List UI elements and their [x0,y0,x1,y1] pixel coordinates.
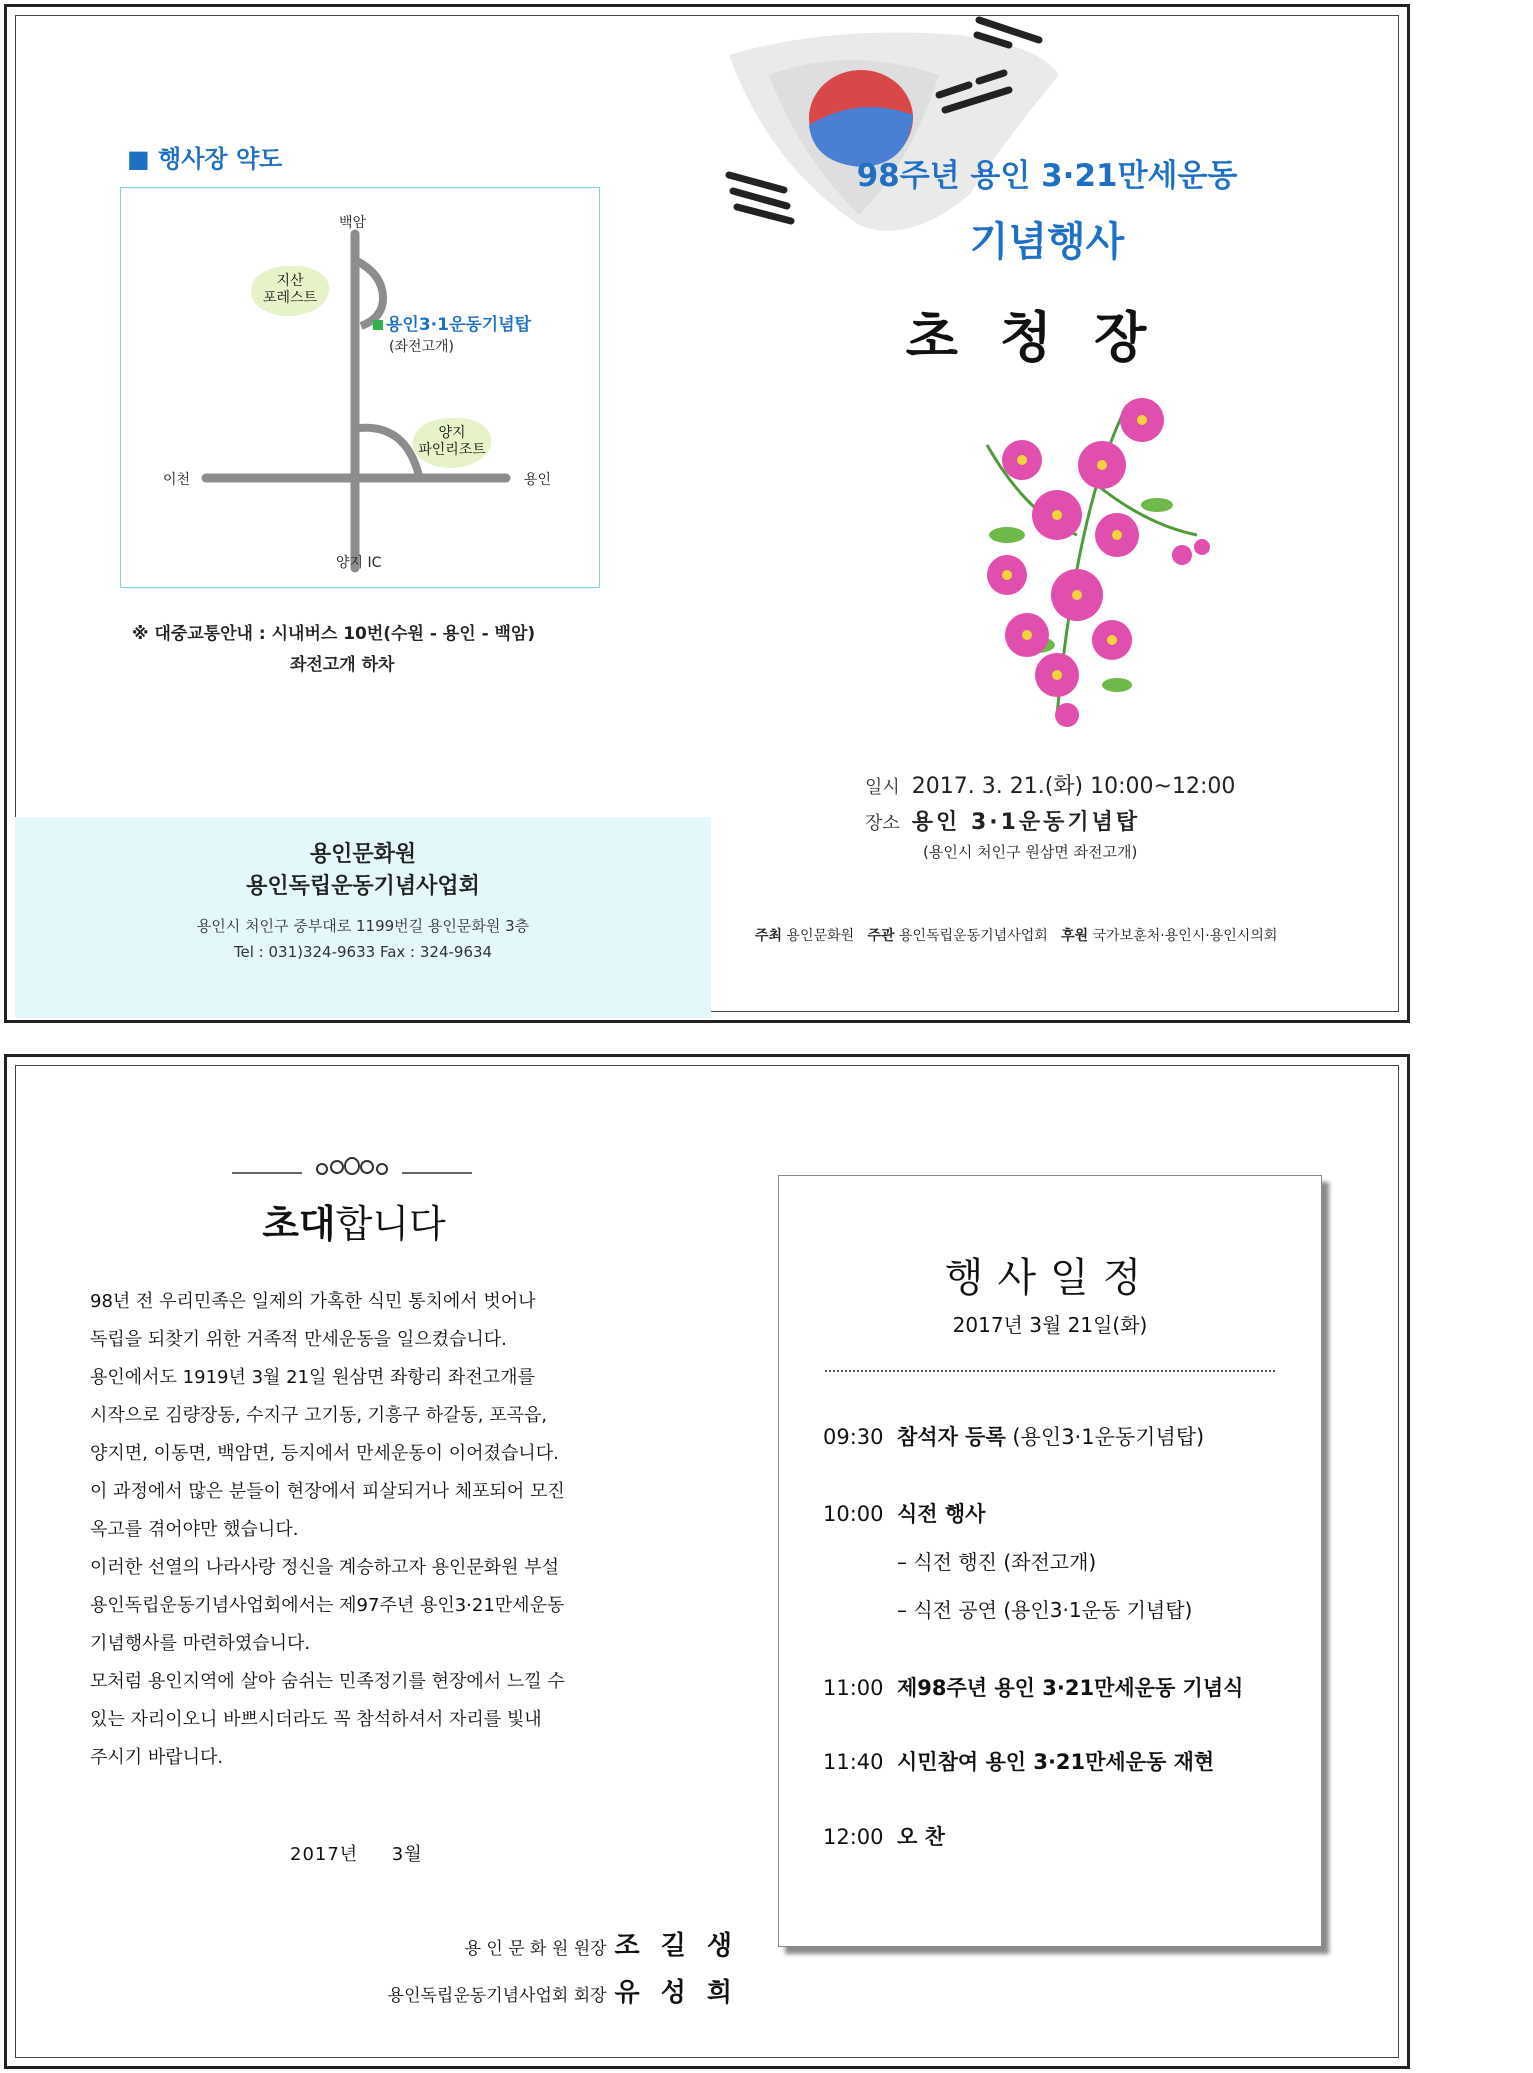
schedule-time: 11:00 [823,1676,884,1700]
letter-body [90,1283,620,1777]
resort-label-2: 파인리조트 [418,442,486,458]
organizer-value: 용인독립운동기념사업회 [899,928,1048,944]
forest-label-1: 지산 [276,273,304,289]
letter-heading [220,1193,488,1248]
venue-map [120,187,600,588]
schedule-time: 11:40 [823,1750,884,1774]
schedule-panel [778,1175,1322,1947]
map-west-label: 이천 [163,472,191,488]
letter-line: 98년 전 우리민족은 일제의 가혹한 식민 통치에서 벗어나 [90,1291,536,1312]
schedule-title: 오 찬 [897,1825,945,1849]
map-section-title: ■ 행사장 약도 [127,145,283,173]
letter-line: 독립을 되찾기 위한 거족적 만세운동을 일으켰습니다. [90,1329,507,1350]
place-label: 장소 [865,813,900,834]
letter-line: 있는 자리이오니 바쁘시더라도 꼭 참석하셔서 자리를 빛내 [90,1709,542,1730]
schedule-subitem: – 식전 공연 (용인3·1운동 기념탑) [897,1598,1193,1622]
sponsor-label: 후원 [1061,928,1089,944]
schedule-title: 식전 행사 [897,1502,986,1526]
date-value: 2017. 3. 21.(화) 10:00~12:00 [911,774,1236,799]
memorial-square-icon [373,320,383,330]
invitation-heading: 초청장 [905,306,1189,369]
schedule-time: 09:30 [823,1425,884,1449]
map-north-label: 백암 [339,215,367,231]
host-label: 주최 [755,928,783,944]
organizer-box [15,817,711,1018]
letter-line: 용인에서도 1919년 3월 21일 원삼면 좌항리 좌전고개를 [90,1367,535,1388]
place-address: (용인시 처인구 원삼면 좌전고개) [923,843,1138,861]
schedule-item [823,1821,945,1851]
sponsor-value: 국가보훈처·용인시·용인시의회 [1092,928,1278,944]
schedule-heading: 행사일정 [944,1255,1156,1301]
letter-line: 용인독립운동기념사업회에서는 제97주년 용인3·21만세운동 [90,1595,565,1616]
cover-card [4,4,1410,1023]
event-title: 98주년 용인 3·21만세운동 [856,158,1238,194]
memorial-sublabel: (좌전고개) [389,339,455,355]
event-info [865,769,1235,863]
transport-line-2: 좌전고개 하차 [290,655,395,675]
date-row [865,769,1235,805]
map-east-label: 용인 [524,472,552,488]
schedule-date: 2017년 3월 21일(화) [952,1313,1148,1337]
schedule-title: 참석자 등록 [897,1425,1006,1449]
schedule-item [823,1672,1243,1702]
resort-label-1: 양지 [438,425,466,441]
transport-info [132,619,602,681]
signature-1-name: 조 길 생 [614,1931,738,1961]
schedule-title: 제98주년 용인 3·21만세운동 기념식 [897,1676,1244,1700]
letter-heading-rest: 합니다 [335,1202,446,1246]
signature-1-org: 용 인 문 화 원 원장 [464,1939,607,1959]
schedule-time: 10:00 [823,1502,884,1526]
schedule-item [823,1746,1214,1776]
schedule-item [823,1421,1204,1451]
event-subtitle: 기념행사 [969,219,1125,265]
letter-date: 2017년 3월 [290,1844,423,1865]
org-address: 용인시 처인구 중부대로 1199번길 용인문화원 3층 [196,917,530,935]
org-name-1: 용인문화원 [309,842,417,867]
letter-line: 옥고를 겪어야만 했습니다. [90,1519,299,1540]
schedule-item [823,1498,985,1528]
signature-2 [388,1972,738,2009]
dotted-divider [825,1370,1275,1372]
sponsors-line [755,925,1375,945]
org-name-2: 용인독립운동기념사업회 [246,874,480,899]
mugunghwa-illustration [947,385,1237,735]
letter-line: 모처럼 용인지역에 살아 숨쉬는 민족정기를 현장에서 느낄 수 [90,1671,565,1692]
letter-line: 기념행사를 마련하였습니다. [90,1633,311,1654]
signature-1 [465,1925,738,1962]
letter-line: 양지면, 이동면, 백암면, 등지에서 만세운동이 이어졌습니다. [90,1443,559,1464]
forest-label-2: 포레스트 [262,290,318,306]
place-value: 용인 3·1운동기념탑 [911,810,1141,835]
host-value: 용인문화원 [786,928,855,944]
signature-2-org: 용인독립운동기념사업회 회장 [387,1986,607,2006]
schedule-detail: (용인3·1운동기념탑) [1005,1425,1205,1449]
place-row [865,805,1235,841]
letter-line: 시작으로 김량장동, 수지구 고기동, 기흥구 하갈동, 포곡읍, [90,1405,548,1426]
letter-heading-bold: 초대 [262,1202,336,1246]
org-contact: Tel : 031)324-9633 Fax : 324-9634 [233,943,493,961]
organizer-label: 주관 [867,928,895,944]
map-south-label: 양지 IC [336,555,382,571]
ornament-divider-icon [232,1156,472,1182]
schedule-subitem: – 식전 행진 (좌전고개) [897,1550,1097,1574]
memorial-label: 용인3·1운동기념탑 [386,315,532,335]
letter-line: 주시기 바랍니다. [90,1747,224,1768]
letter-line: 이러한 선열의 나라사랑 정신을 계승하고자 용인문화원 부설 [90,1557,560,1578]
schedule-title: 시민참여 용인 3·21만세운동 재현 [897,1750,1215,1774]
signature-2-name: 유 성 희 [614,1978,738,2008]
schedule-time: 12:00 [823,1825,884,1849]
memorial-marker [373,310,531,335]
road-lines [121,188,599,587]
letter-line: 이 과정에서 많은 분들이 현장에서 피살되거나 체포되어 모진 [90,1481,565,1502]
transport-line-1: ※ 대중교통안내 : 시내버스 10번(수원 - 용인 - 백암) [132,624,536,644]
date-label: 일시 [865,777,900,798]
